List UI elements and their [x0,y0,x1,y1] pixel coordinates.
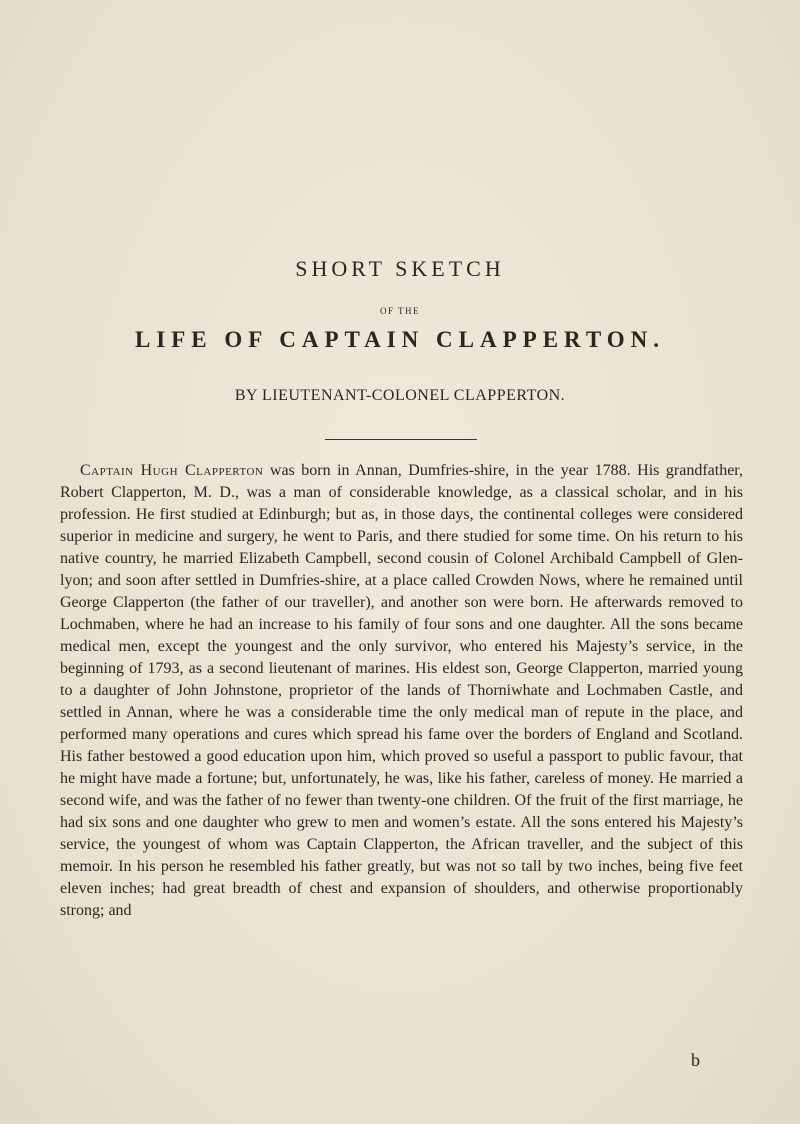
body-paragraph [60,460,743,922]
title-divider [325,439,477,440]
title-short-sketch: SHORT SKETCH [295,256,505,281]
author-byline: BY LIEUTENANT-COLONEL CLAPPERTON. [234,387,566,404]
paragraph-text: was born in Annan, Dumfries-shire, in the year 1788. His grandfather, Robert Clapperton, M. D., was a man of considerable knowledge, as a classical scholar, and in his profession. He first studied at Edinburgh; but as, in those days, the continental colleges were considered superior in medicine and surgery, he went to Paris, and there studied for some time. On his return to his native country, he married Elizabeth Campbell, second cousin of Colonel Archibald Campbell of Glen-lyon; and soon after settled in Dumfries-shire, at a place called Crowden Nows, where he remained until George Clapperton (the father of our traveller), and another son were born. He afterwards removed to Lochmaben, where he had an increase to his family of four sons and one daughter. All the sons became medical men, except the youngest and the only survivor, who entered his Majesty’s service, in the beginning of 1793, as a second lieutenant of marines. His eldest son, George Clapperton, married young to a daughter of John Johnstone, proprietor of the lands of Thorniwhate and Lochmaben Castle, and settled in Annan, where he was a considerable time the only medical man of repute in the place, and performed many operations and cures which spread his fame over the borders of England and Scotland. His father bestowed a good education upon him, which proved so useful a passport to public favour, that he might have made a fortune; but, unfortunately, he was, like his father, careless of money. He married a second wife, and was the father of no fewer than twenty-one children. Of the fruit of the first marriage, he had six sons and one daughter who grew to men and women’s estate. All the sons entered his Majesty’s service, the youngest of whom was Captain Clapperton, the African traveller, and the subject of this memoir. In his person he resembled his father greatly, but was not so tall by two inches, being five feet eleven inches; had great breadth of chest and expansion of shoulders, and otherwise proportionably strong; and [60,462,743,919]
signature-mark: b [691,1050,700,1070]
title-of-the: OF THE [379,306,421,316]
title-life-of-captain-clapperton: LIFE OF CAPTAIN CLAPPERTON. [134,327,666,352]
paragraph [60,460,743,922]
lead-in-small-caps: Captain Hugh Clapperton [80,462,264,479]
